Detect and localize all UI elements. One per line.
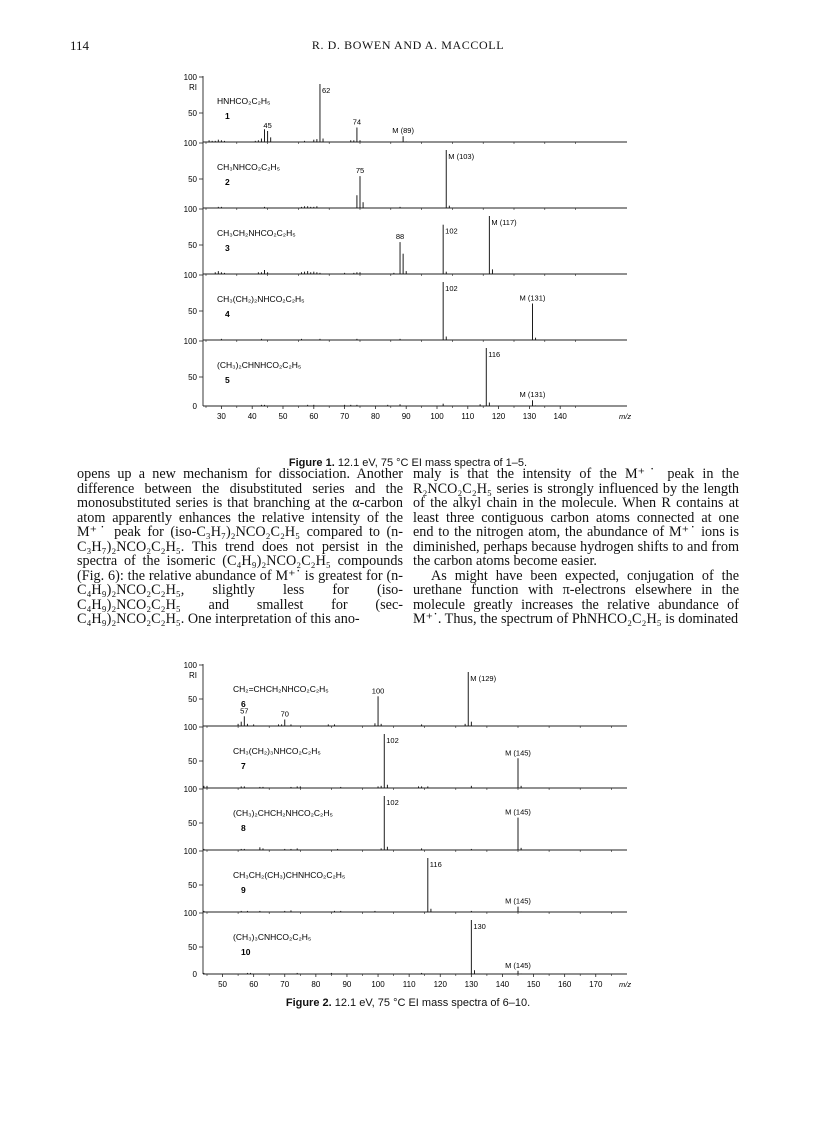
x-tick-label: 80 bbox=[370, 412, 380, 421]
compound-formula: CH₃(CH₂)₂NHCO₂C₂H₅ bbox=[217, 294, 305, 304]
compound-number: 3 bbox=[225, 243, 230, 253]
tick-label-100: 100 bbox=[183, 337, 197, 346]
peak-label: M (103) bbox=[448, 152, 475, 161]
peak-label: 45 bbox=[263, 120, 272, 130]
tick-label-0: 0 bbox=[192, 402, 197, 411]
x-tick-label: 140 bbox=[553, 412, 567, 421]
peak-label: 62 bbox=[321, 86, 331, 95]
compound-formula: (CH₃)₂CHCH₂NHCO₂C₂H₅ bbox=[233, 808, 333, 818]
tick-label-100: 100 bbox=[183, 909, 197, 918]
compound-formula: CH₃NHCO₂C₂H₅ bbox=[217, 162, 281, 172]
compound-number: 9 bbox=[241, 885, 246, 895]
x-tick-label: 30 bbox=[216, 412, 226, 421]
x-tick-label: 110 bbox=[461, 412, 475, 421]
tick-label-50: 50 bbox=[188, 819, 197, 828]
peak-label: 102 bbox=[386, 736, 399, 745]
x-tick-label: 90 bbox=[401, 412, 411, 421]
peak-label: 88 bbox=[395, 232, 405, 242]
peak-label: 102 bbox=[445, 284, 458, 293]
peak-label: 116 bbox=[488, 350, 501, 359]
x-tick-label: 100 bbox=[371, 980, 385, 988]
left-text-column bbox=[77, 467, 403, 627]
peak-label: M (129) bbox=[470, 674, 497, 683]
x-tick-label: 90 bbox=[342, 980, 352, 988]
peak-label: 102 bbox=[445, 226, 458, 236]
peak-label: 116 bbox=[429, 860, 442, 869]
tick-label-50: 50 bbox=[188, 241, 197, 250]
tick-label-50: 50 bbox=[188, 695, 197, 704]
compound-number: 5 bbox=[225, 375, 230, 385]
x-tick-label: 110 bbox=[402, 980, 416, 988]
figure-2-caption bbox=[0, 997, 816, 1009]
ri-axis-label: RI bbox=[189, 671, 197, 680]
x-tick-label: 150 bbox=[526, 980, 541, 988]
running-header bbox=[0, 38, 816, 58]
tick-label-100: 100 bbox=[183, 139, 197, 148]
figure-1-caption-label: Figure 1. bbox=[288, 457, 335, 469]
x-tick-label: 120 bbox=[491, 412, 506, 421]
right-text-column bbox=[413, 467, 739, 627]
figure-2-caption-text: 12.1 eV, 75 °C EI mass spectra of 6–10. bbox=[334, 997, 531, 1009]
compound-formula: (CH₃)₂CHNHCO₂C₂H₅ bbox=[217, 360, 302, 370]
compound-formula: CH₃(CH₂)₃NHCO₂C₂H₅ bbox=[233, 746, 321, 756]
figure-1-spectra bbox=[165, 68, 645, 456]
x-tick-label: 60 bbox=[309, 412, 319, 421]
tick-label-100: 100 bbox=[183, 205, 197, 214]
tick-label-50: 50 bbox=[188, 943, 197, 952]
compound-formula: CH₂=CHCH₂NHCO₂C₂H₅ bbox=[233, 684, 329, 694]
tick-label-50: 50 bbox=[188, 757, 197, 766]
peak-label: M (131) bbox=[519, 390, 546, 400]
tick-label-100: 100 bbox=[183, 847, 197, 856]
tick-label-50: 50 bbox=[188, 109, 197, 118]
compound-number: 10 bbox=[241, 947, 251, 957]
ri-axis-label: RI bbox=[189, 83, 197, 92]
x-tick-label: 80 bbox=[311, 980, 321, 988]
peak-label: M (117) bbox=[491, 218, 517, 227]
x-tick-label: 40 bbox=[247, 412, 257, 421]
x-tick-label: 160 bbox=[557, 980, 572, 988]
compound-number: 1 bbox=[225, 111, 230, 121]
x-tick-label: 50 bbox=[218, 980, 228, 988]
compound-number: 6 bbox=[241, 699, 246, 709]
left-paragraph: opens up a new mechanism for dissociation. Another difference between the disubstituted series and the monosubstituted series is that branching at the α-carbon atom apparently enhances the relative intensity of the M⁺˙ peak for (iso-C₃H₇)₂NCO₂C₂H₅ compared to (n-C₃H₇)₂NCO₂C₂H₅. This trend does not persist in the spectra of the isomeric (C₄H₉)₂NCO₂C₂H₅ compounds (Fig. 6): the relative abundance of M⁺˙ is greatest for (n-C₄H₉)₂NCO₂C₂H₅, slightly less for (iso-C₄H₉)₂NCO₂C₂H₅ and smallest for (sec-C₄H₉)₂NCO₂C₂H₅. One interpretation of this ano- bbox=[77, 466, 403, 627]
x-tick-label: 60 bbox=[249, 980, 259, 988]
tick-label-100: 100 bbox=[183, 723, 197, 732]
compound-number: 8 bbox=[241, 823, 246, 833]
tick-label-50: 50 bbox=[188, 175, 197, 184]
running-authors: R. D. BOWEN AND A. MACCOLL bbox=[311, 38, 505, 52]
right-paragraph-1: maly is that the intensity of the M⁺˙ peak in the R₂NCO₂C₂H₅ series is strongly influenced by the length of the alkyl chain in the molecule. When R contains at least three contiguous carbon atoms connected at one end to the nitrogen atom, the abundance of M⁺˙ ions is diminished, perhaps because hydrogen shifts to and from the carbon atoms become easier. bbox=[413, 466, 739, 569]
peak-label: 102 bbox=[386, 798, 399, 807]
compound-formula: CH₃CH₂NHCO₂C₂H₅ bbox=[217, 228, 296, 238]
x-axis-label: m/z bbox=[619, 412, 632, 421]
figure-1-caption-text: 12.1 eV, 75 °C EI mass spectra of 1–5. bbox=[337, 457, 528, 469]
compound-formula: CH₃CH₂(CH₃)CHNHCO₂C₂H₅ bbox=[233, 870, 346, 880]
x-tick-label: 130 bbox=[464, 980, 479, 988]
x-tick-label: 50 bbox=[278, 412, 288, 421]
peak-label: M (145) bbox=[505, 960, 531, 970]
peak-label: M (89) bbox=[392, 126, 414, 136]
peak-label: 57 bbox=[240, 706, 249, 716]
x-axis-label: m/z bbox=[619, 980, 632, 988]
compound-number: 4 bbox=[225, 309, 230, 319]
compound-formula: (CH₃)₃CNHCO₂C₂H₅ bbox=[233, 932, 312, 942]
tick-label-50: 50 bbox=[188, 307, 197, 316]
figure-2-caption-label: Figure 2. bbox=[285, 997, 332, 1009]
x-tick-label: 70 bbox=[280, 980, 290, 988]
compound-formula: HNHCO₂C₂H₅ bbox=[217, 96, 271, 106]
tick-label-100: 100 bbox=[183, 73, 197, 82]
tick-label-0: 0 bbox=[192, 970, 197, 979]
compound-number: 2 bbox=[225, 177, 230, 187]
peak-label: 70 bbox=[280, 709, 289, 719]
x-tick-label: 100 bbox=[430, 412, 444, 421]
peak-label: 74 bbox=[352, 117, 362, 127]
x-tick-label: 120 bbox=[433, 980, 447, 988]
peak-label: 130 bbox=[473, 922, 486, 931]
peak-label: 100 bbox=[371, 686, 385, 696]
x-tick-label: 170 bbox=[589, 980, 603, 988]
tick-label-50: 50 bbox=[188, 881, 197, 890]
peak-label: M (145) bbox=[505, 807, 531, 817]
page-number: 114 bbox=[70, 38, 90, 53]
tick-label-100: 100 bbox=[183, 785, 197, 794]
peak-label: M (131) bbox=[519, 293, 546, 303]
tick-label-50: 50 bbox=[188, 373, 197, 382]
tick-label-100: 100 bbox=[183, 661, 197, 670]
x-tick-label: 70 bbox=[340, 412, 350, 421]
tick-label-100: 100 bbox=[183, 271, 197, 280]
peak-label: 75 bbox=[355, 166, 365, 176]
x-tick-label: 140 bbox=[495, 980, 510, 988]
right-paragraph-2: As might have been expected, conjugation of the urethane function with π-electrons elsewhere in the molecule greatly increases the relative abundance of M⁺˙. Thus, the spectrum of PhNHCO₂C₂H₅ is dominated bbox=[413, 567, 739, 627]
x-tick-label: 130 bbox=[522, 412, 537, 421]
figure-2-spectra bbox=[165, 656, 645, 988]
peak-label: M (145) bbox=[505, 896, 531, 906]
peak-label: M (145) bbox=[505, 748, 531, 758]
compound-number: 7 bbox=[241, 761, 246, 771]
